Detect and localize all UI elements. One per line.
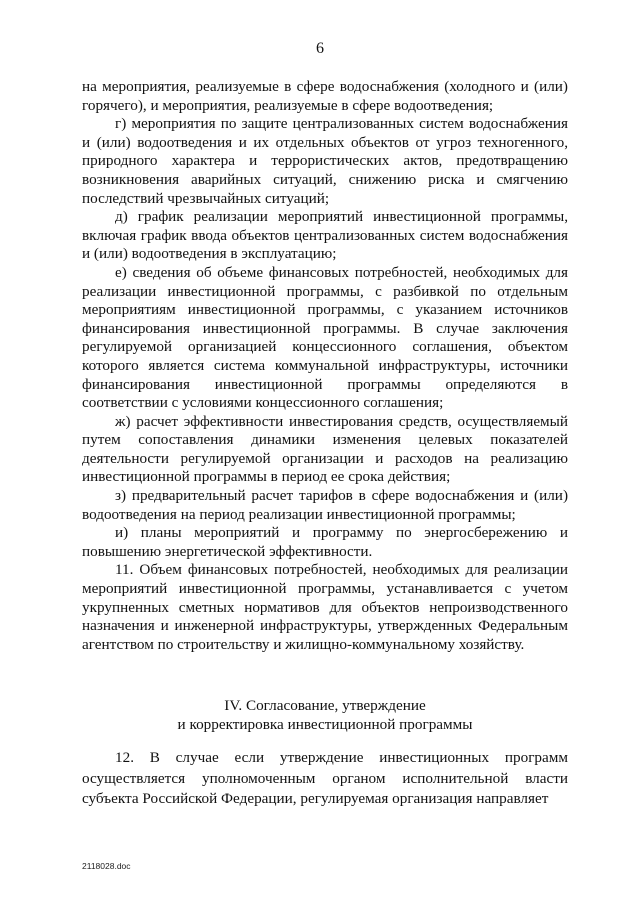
paragraph-12: 12. В случае если утверждение инвестиционных программ осуществляется уполномоченным органом исполнительной власти субъекта Российской Федерации, регулируемая организация направляет [82, 749, 568, 807]
paragraph-item-zh: ж) расчет эффективности инвестирования средств, осуществляемый путем сопоставления динамики изменения целевых показателей деятельности регулируемой организации и расходов на реализацию инвестиционной программы в период ее срока действия; [82, 412, 568, 486]
section-heading-line-2: и корректировка инвестиционной программы [177, 715, 473, 733]
paragraph-item-i: и) планы мероприятий и программу по энергосбережению и повышению энергетической эффективности. [82, 524, 568, 560]
paragraph-continuation: на мероприятия, реализуемые в сфере водоснабжения (холодного и (или) горячего), и мероприятия, реализуемые в сфере водоотведения; [82, 78, 568, 114]
paragraph-item-z: з) предварительный расчет тарифов в сфере водоснабжения и (или) водоотведения на период реализации инвестиционной программы; [82, 487, 568, 523]
section-body [82, 748, 568, 810]
section-heading [82, 697, 568, 734]
page-number: 6 [316, 40, 324, 57]
document-body [82, 78, 568, 654]
paragraph-item-d: д) график реализации мероприятий инвестиционной программы, включая график ввода объектов централизованных систем водоснабжения и (или) водоотведения в эксплуатацию; [82, 208, 568, 263]
paragraph-item-e: е) сведения об объеме финансовых потребностей, необходимых для реализации инвестиционной программы, с разбивкой по отдельным мероприятиям инвестиционной программы, с указанием источников финансирования инвестиционной программы. В случае заключения регулируемой организацией концессионного соглашения, объектом которого является система коммунальной инфраструктуры, источники финансирования инвестиционной программы определяются в соответствии с условиями концессионного соглашения; [82, 263, 568, 412]
paragraph-item-g: г) мероприятия по защите централизованных систем водоснабжения и (или) водоотведения и их отдельных объектов от угроз техногенного, природного характера и террористических актов, предотвращению возникновения аварийных ситуаций, снижению риска и смягчению последствий чрезвычайных ситуаций; [82, 115, 568, 207]
section-heading-line-1: IV. Согласование, утверждение [224, 697, 426, 714]
document-file-code: 2118028.doc [82, 861, 131, 871]
paragraph-11: 11. Объем финансовых потребностей, необходимых для реализации мероприятий инвестиционной программы, устанавливается с учетом укрупненных сметных нормативов для объектов непроизводственного назначения и инженерной инфраструктуры, утвержденных Федеральным агентством по строительству и жилищно-коммунальному хозяйству. [82, 561, 568, 653]
